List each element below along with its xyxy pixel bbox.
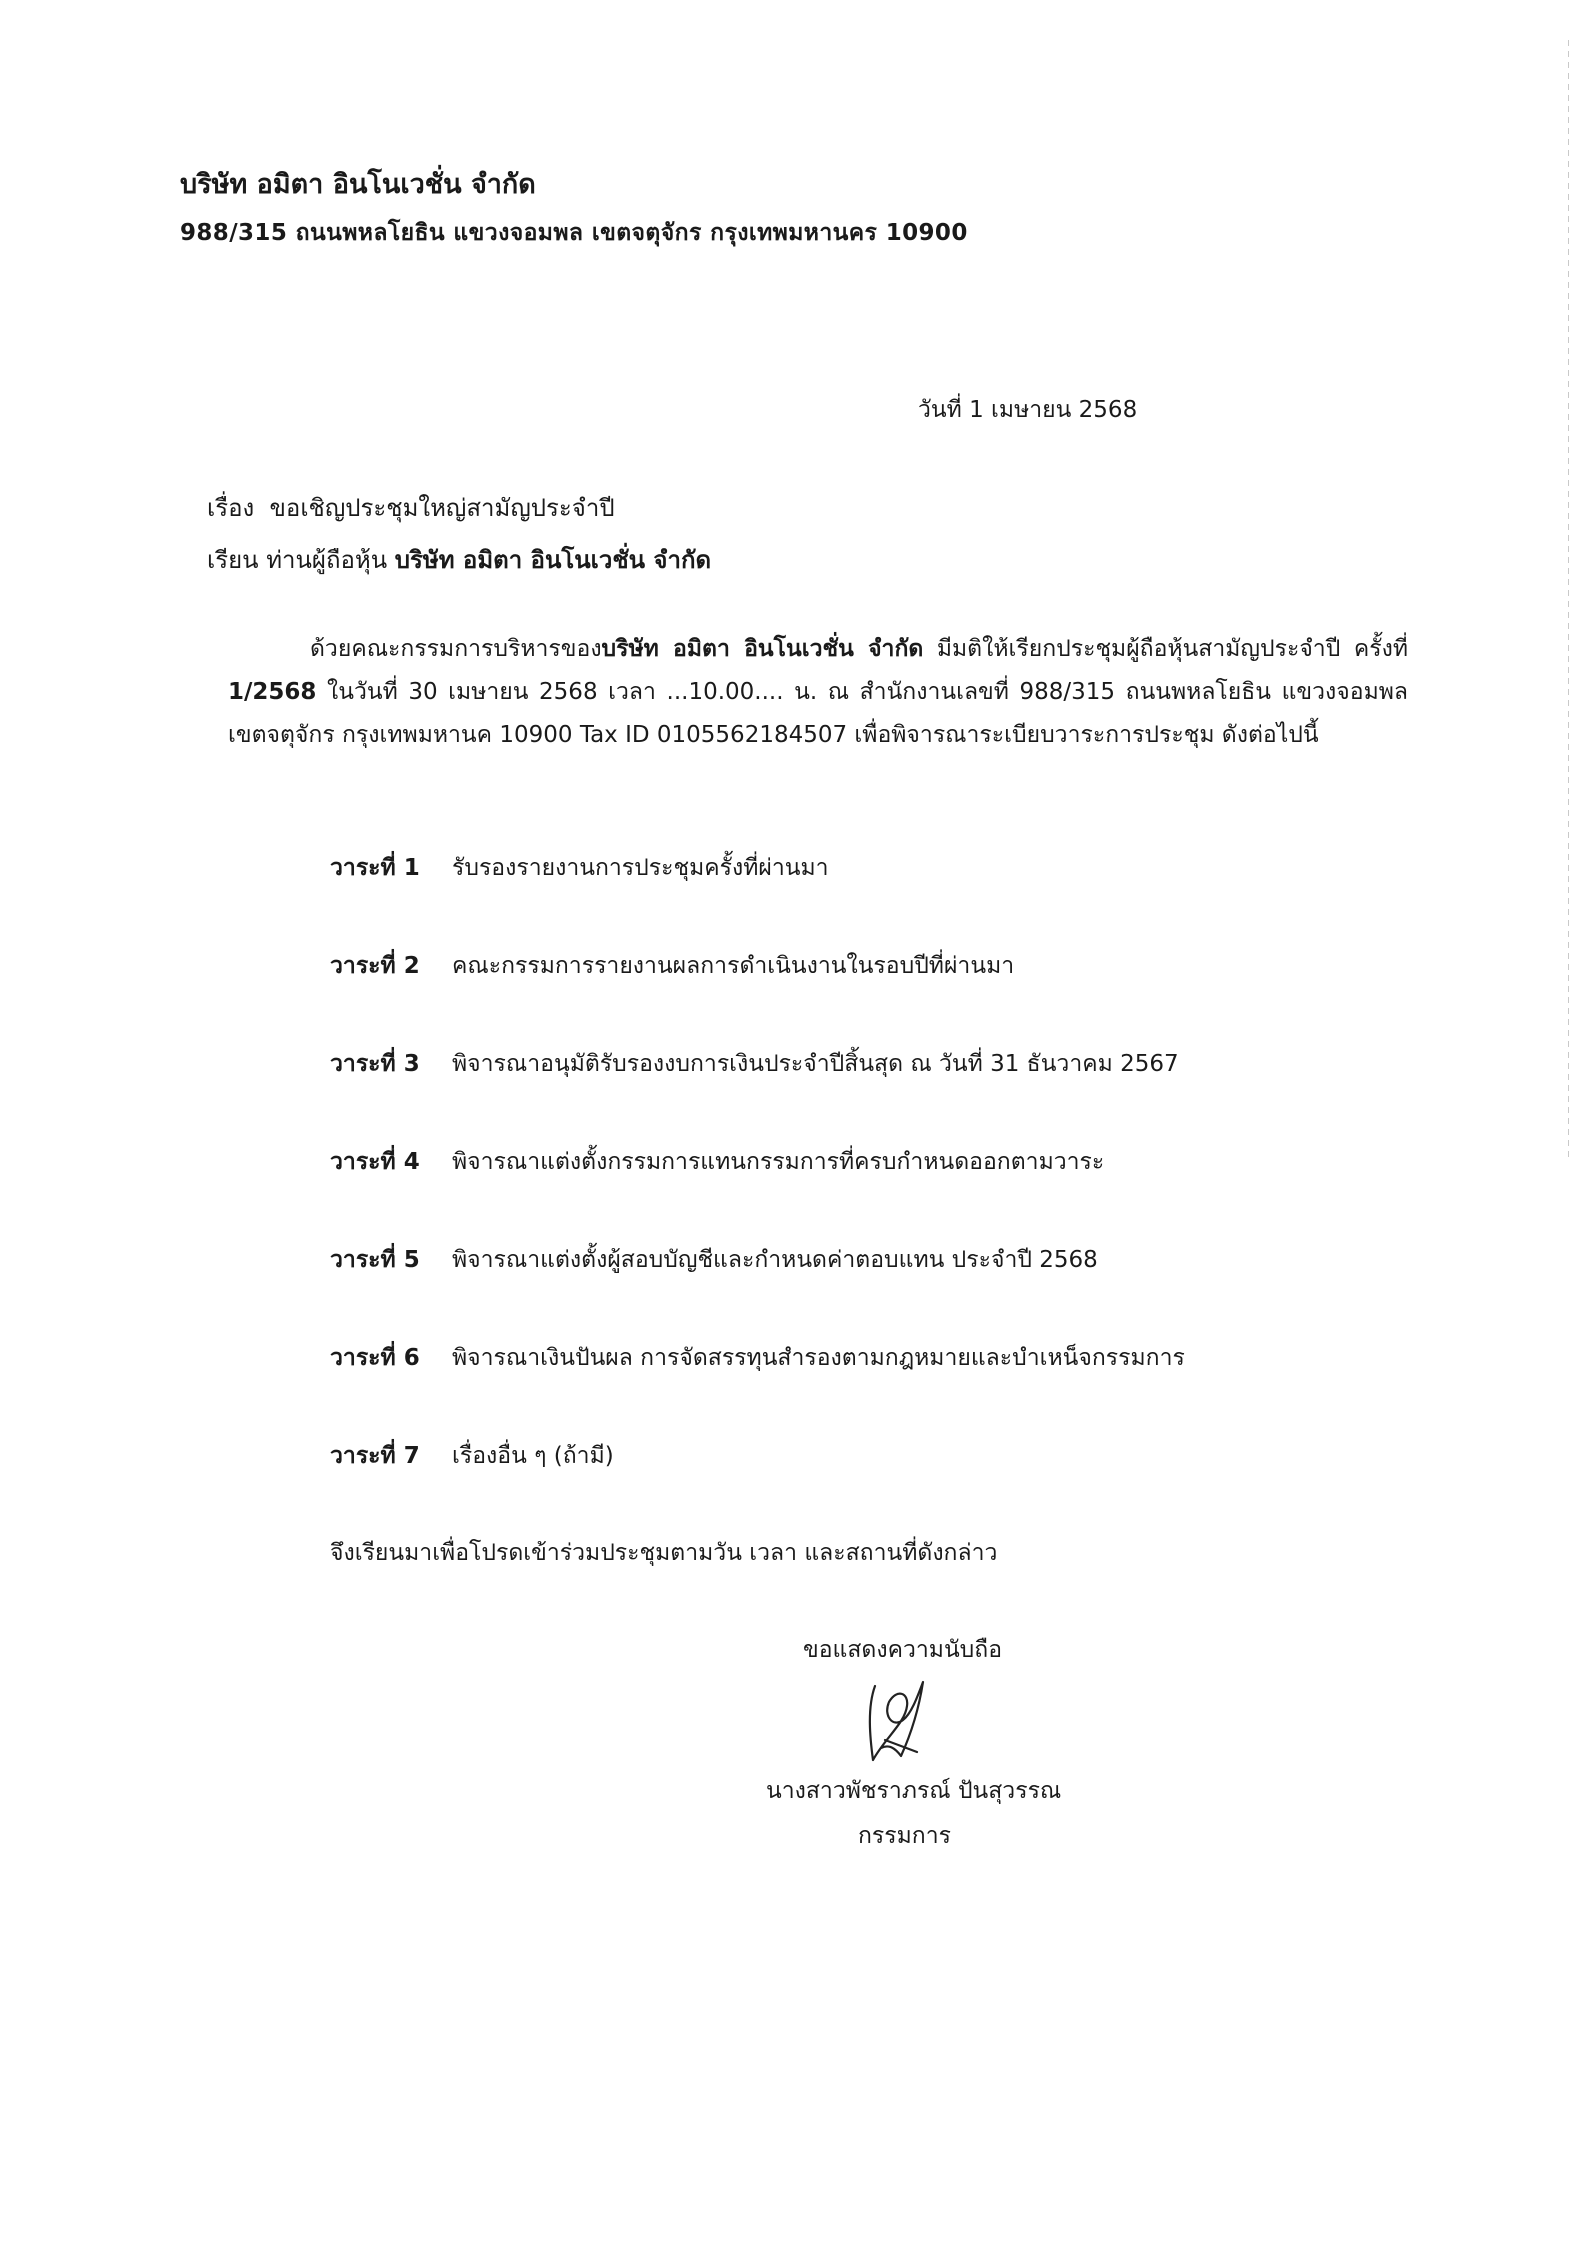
recipient-line xyxy=(207,540,711,579)
agenda-label: วาระที่ 6 xyxy=(330,1345,420,1371)
agenda-text: พิจารณาเงินปันผล การจัดสรรทุนสำรองตามกฎหมายและบำเหน็จกรรมการ xyxy=(452,1345,1185,1371)
agenda-label: วาระที่ 7 xyxy=(330,1443,420,1469)
closing-line: จึงเรียนมาเพื่อโปรดเข้าร่วมประชุมตามวัน เวลา และสถานที่ดังกล่าว xyxy=(330,1540,998,1566)
body-meeting-no: 1/2568 xyxy=(228,679,317,705)
agenda-text: พิจารณาอนุมัติรับรองงบการเงินประจำปีสิ้นสุด ณ วันที่ 31 ธันวาคม 2567 xyxy=(452,1051,1179,1077)
agenda-item xyxy=(330,850,829,886)
agenda-label: วาระที่ 2 xyxy=(330,953,420,979)
regards-line: ขอแสดงความนับถือ xyxy=(803,1637,1003,1663)
agenda-item xyxy=(330,1340,1185,1376)
subject-label: เรื่อง xyxy=(207,494,255,522)
body-paragraph xyxy=(228,628,1408,757)
recipient-company: บริษัท อมิตา อินโนเวชั่น จำกัด xyxy=(394,546,712,574)
agenda-text: พิจารณาแต่งตั้งกรรมการแทนกรรมการที่ครบกำหนดออกตามวาระ xyxy=(452,1149,1105,1175)
agenda-text: คณะกรรมการรายงานผลการดำเนินงานในรอบปีที่ผ่านมา xyxy=(452,953,1015,979)
company-name: บริษัท อมิตา อินโนเวชั่น จำกัด xyxy=(180,169,536,200)
agenda-label: วาระที่ 1 xyxy=(330,855,420,881)
agenda-item xyxy=(330,1242,1098,1278)
body-company: บริษัท อมิตา อินโนเวชั่น จำกัด xyxy=(601,636,924,662)
letter-date: วันที่ 1 เมษายน 2568 xyxy=(918,397,1138,423)
body-part2: มีมติให้เรียกประชุมผู้ถือหุ้นสามัญประจำปี ครั้งที่ xyxy=(923,636,1408,662)
recipient-text: ท่านผู้ถือหุ้น xyxy=(266,546,388,574)
signer-name: นางสาวพัชราภรณ์ ปันสุวรรณ xyxy=(766,1778,1062,1804)
agenda-text: รับรองรายงานการประชุมครั้งที่ผ่านมา xyxy=(452,855,829,881)
subject-line xyxy=(207,488,615,527)
company-address: 988/315 ถนนพหลโยธิน แขวงจอมพล เขตจตุจักร กรุงเทพมหานคร 10900 xyxy=(180,220,968,246)
agenda-item xyxy=(330,1144,1104,1180)
scan-edge-line xyxy=(1568,40,1569,1160)
agenda-item xyxy=(330,948,1014,984)
agenda-label: วาระที่ 4 xyxy=(330,1149,420,1175)
agenda-text: พิจารณาแต่งตั้งผู้สอบบัญชีและกำหนดค่าตอบแทน ประจำปี 2568 xyxy=(452,1247,1098,1273)
signer-title: กรรมการ xyxy=(858,1823,951,1849)
agenda-item xyxy=(330,1046,1179,1082)
agenda-text: เรื่องอื่น ๆ (ถ้ามี) xyxy=(452,1443,614,1469)
signature-image xyxy=(845,1668,945,1768)
body-part1: ด้วยคณะกรรมการบริหารของ xyxy=(310,636,602,662)
body-part3: ในวันที่ 30 เมษายน 2568 เวลา ...10.00.... น. ณ สำนักงานเลขที่ 988/315 ถนนพหลโยธิน แขวงจอมพล เขตจตุจักร กรุงเทพมหานค 10900 Tax ID 0105562184507 เพื่อพิจารณาระเบียบวาระการประชุม ดังต่อไปนี้ xyxy=(228,679,1408,748)
agenda-label: วาระที่ 3 xyxy=(330,1051,420,1077)
agenda-item xyxy=(330,1438,614,1474)
agenda-label: วาระที่ 5 xyxy=(330,1247,420,1273)
subject-text: ขอเชิญประชุมใหญ่สามัญประจำปี xyxy=(269,494,615,522)
recipient-label: เรียน xyxy=(207,546,259,574)
